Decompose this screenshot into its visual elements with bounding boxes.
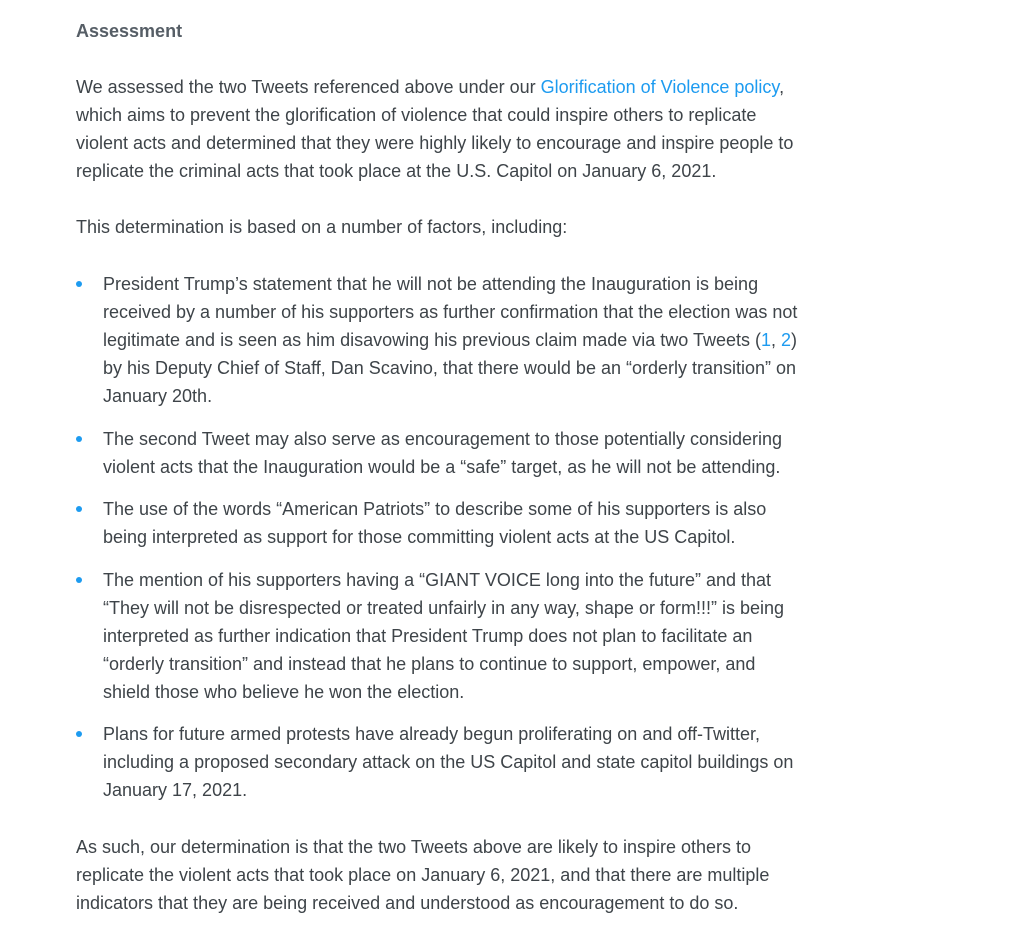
- bullet-dot-icon: [76, 577, 82, 583]
- conclusion-paragraph: As such, our determination is that the two Tweets above are likely to inspire others to replicate the violent acts that took place on January 6, 2021, and that there are multiple indicators that they are being received and understood as encouragement to do so.: [76, 837, 770, 913]
- bullet-dot-icon: [76, 281, 82, 287]
- intro-line-4: replicate the criminal acts that took place at the U.S. Capitol on January 6, 2021.: [76, 161, 717, 181]
- intro-line-2: which aims to prevent the glorification of violence that could inspire others to replicate: [76, 105, 757, 125]
- list-item-text: Plans for future armed protests have already begun proliferating on and off-Twitter, including a proposed secondary attack on the US Capitol and state capitol buildings on January 17, 2021.: [103, 724, 794, 800]
- intro-line-1: We assessed the two Tweets referenced above under our Glorification of Violence policy,: [76, 77, 785, 97]
- bullet-dot-icon: [76, 506, 82, 512]
- bullet-dot-icon: [76, 436, 82, 442]
- list-item-text: The mention of his supporters having a “GIANT VOICE long into the future” and that “They will not be disrespected or treated unfairly in any way, shape or form!!!” is being interpreted as further indication that President Trump does not plan to facilitate an “orderly transition” and instead that he plans to continue to support, empower, and shield those who believe he won the election.: [103, 570, 784, 702]
- list-item-text: The use of the words “American Patriots” to describe some of his supporters is also being interpreted as support for those committing violent acts at the US Capitol.: [103, 499, 767, 547]
- intro-paragraph: [76, 73, 793, 185]
- list-item-text: President Trump’s statement that he will not be attending the Inauguration is being received by a number of his supporters as further confirmation that the election was not legitimate and is seen as him disavowing his previous claim made via two Tweets (1, 2) by his Deputy Chief of Staff, Dan Scavino, that there would be an “orderly transition” on January 20th.: [103, 274, 798, 406]
- list-item-text: The second Tweet may also serve as encouragement to those potentially considering violent acts that the Inauguration would be a “safe” target, as he will not be attending.: [103, 429, 783, 477]
- tweet-link-1[interactable]: 1: [760, 330, 771, 350]
- tweet-link-2[interactable]: 2: [781, 330, 792, 350]
- intro-line-3: violent acts and determined that they were highly likely to encourage and inspire people to: [76, 133, 794, 153]
- section-heading: Assessment: [76, 21, 183, 41]
- determination-paragraph: This determination is based on a number of factors, including:: [76, 217, 568, 237]
- bullet-dot-icon: [76, 731, 82, 737]
- glorification-policy-link[interactable]: Glorification of Violence policy: [540, 77, 780, 97]
